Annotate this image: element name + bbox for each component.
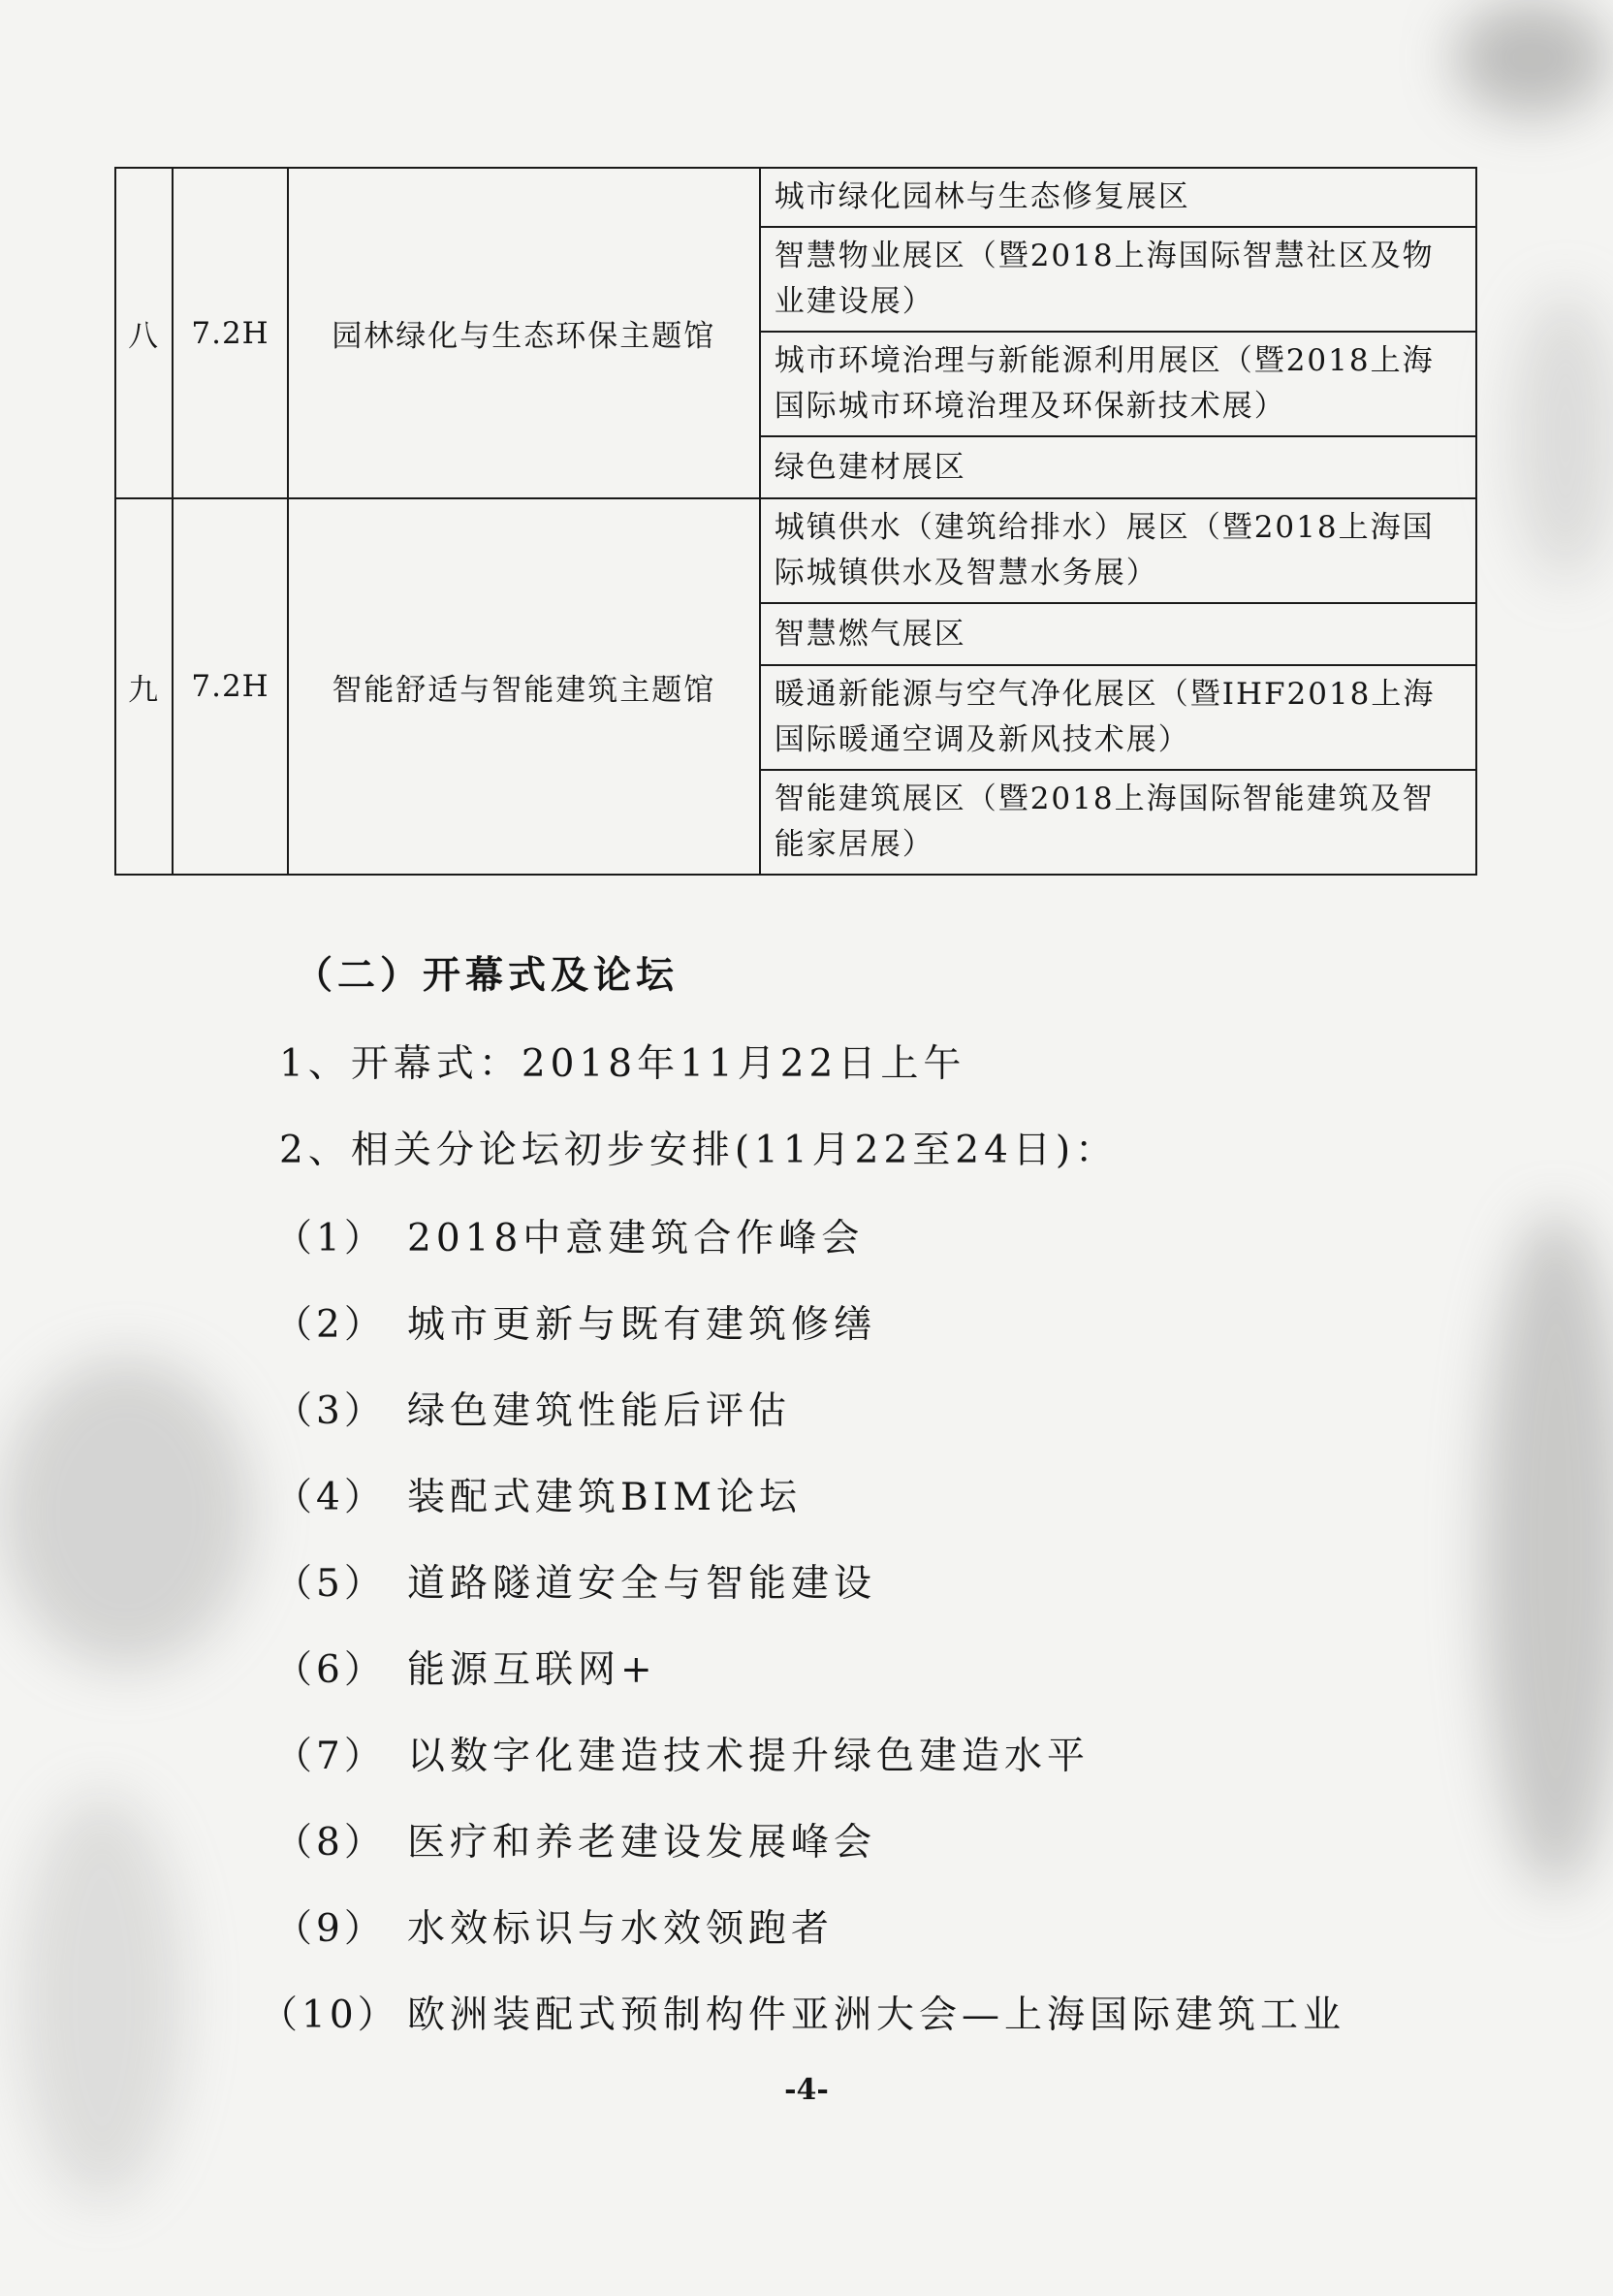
page-number: -4- xyxy=(784,2073,829,2107)
zone-cell: 智能建筑展区（暨2018上海国际智能建筑及智能家居展） xyxy=(760,770,1476,875)
forum-index: （10） xyxy=(260,1993,399,2037)
forums-intro-line: 2、相关分论坛初步安排(11月22至24日)： xyxy=(279,1129,1119,1172)
forum-index: （8） xyxy=(274,1821,386,1865)
forum-title: 医疗和养老建设发展峰会 xyxy=(407,1821,877,1865)
hall-number: 7.2H xyxy=(173,498,288,875)
row-number: 九 xyxy=(115,498,173,875)
exhibition-table xyxy=(114,167,1477,876)
forum-title: 装配式建筑BIM论坛 xyxy=(407,1476,802,1519)
forum-title: 绿色建筑性能后评估 xyxy=(407,1389,792,1433)
forum-index: （2） xyxy=(274,1303,386,1347)
forum-title: 水效标识与水效领跑者 xyxy=(407,1907,835,1951)
forum-index: （1） xyxy=(274,1217,386,1260)
scan-smudge xyxy=(1483,1212,1613,1891)
forum-index: （7） xyxy=(274,1735,386,1778)
zone-cell: 城镇供水（建筑给排水）展区（暨2018上海国际城镇供水及智慧水务展） xyxy=(760,498,1476,603)
forum-title: 道路隧道安全与智能建设 xyxy=(407,1562,877,1606)
zone-cell: 城市绿化园林与生态修复展区 xyxy=(760,168,1476,227)
forum-index: （3） xyxy=(274,1389,386,1433)
scan-smudge xyxy=(0,1357,252,1668)
forum-index: （6） xyxy=(274,1648,386,1692)
forum-title: 欧洲装配式预制构件亚洲大会—上海国际建筑工业 xyxy=(407,1993,1346,2037)
opening-ceremony-line: 1、开幕式：2018年11月22日上午 xyxy=(279,1042,966,1086)
section-heading: （二）开幕式及论坛 xyxy=(295,953,680,998)
forum-index: （9） xyxy=(274,1907,386,1951)
hall-number: 7.2H xyxy=(173,168,288,498)
pavilion-name: 智能舒适与智能建筑主题馆 xyxy=(288,498,760,875)
table-row xyxy=(115,168,1476,227)
forum-title: 2018中意建筑合作峰会 xyxy=(407,1217,865,1260)
scan-smudge xyxy=(1454,0,1609,116)
row-number: 八 xyxy=(115,168,173,498)
zone-cell: 城市环境治理与新能源利用展区（暨2018上海国际城市环境治理及环保新技术展） xyxy=(760,332,1476,436)
zone-cell: 智慧燃气展区 xyxy=(760,603,1476,665)
zone-cell: 智慧物业展区（暨2018上海国际智慧社区及物业建设展） xyxy=(760,227,1476,332)
zone-cell: 绿色建材展区 xyxy=(760,436,1476,498)
forum-title: 以数字化建造技术提升绿色建造水平 xyxy=(407,1735,1091,1778)
scan-smudge xyxy=(19,1794,184,2201)
scan-smudge xyxy=(1512,291,1613,582)
table-row xyxy=(115,498,1476,603)
pavilion-name: 园林绿化与生态环保主题馆 xyxy=(288,168,760,498)
forum-title: 城市更新与既有建筑修缮 xyxy=(407,1303,877,1347)
zone-cell: 暖通新能源与空气净化展区（暨IHF2018上海国际暖通空调及新风技术展） xyxy=(760,665,1476,770)
forum-index: （4） xyxy=(274,1476,386,1519)
forum-index: （5） xyxy=(274,1562,386,1606)
forum-title: 能源互联网+ xyxy=(407,1648,657,1692)
